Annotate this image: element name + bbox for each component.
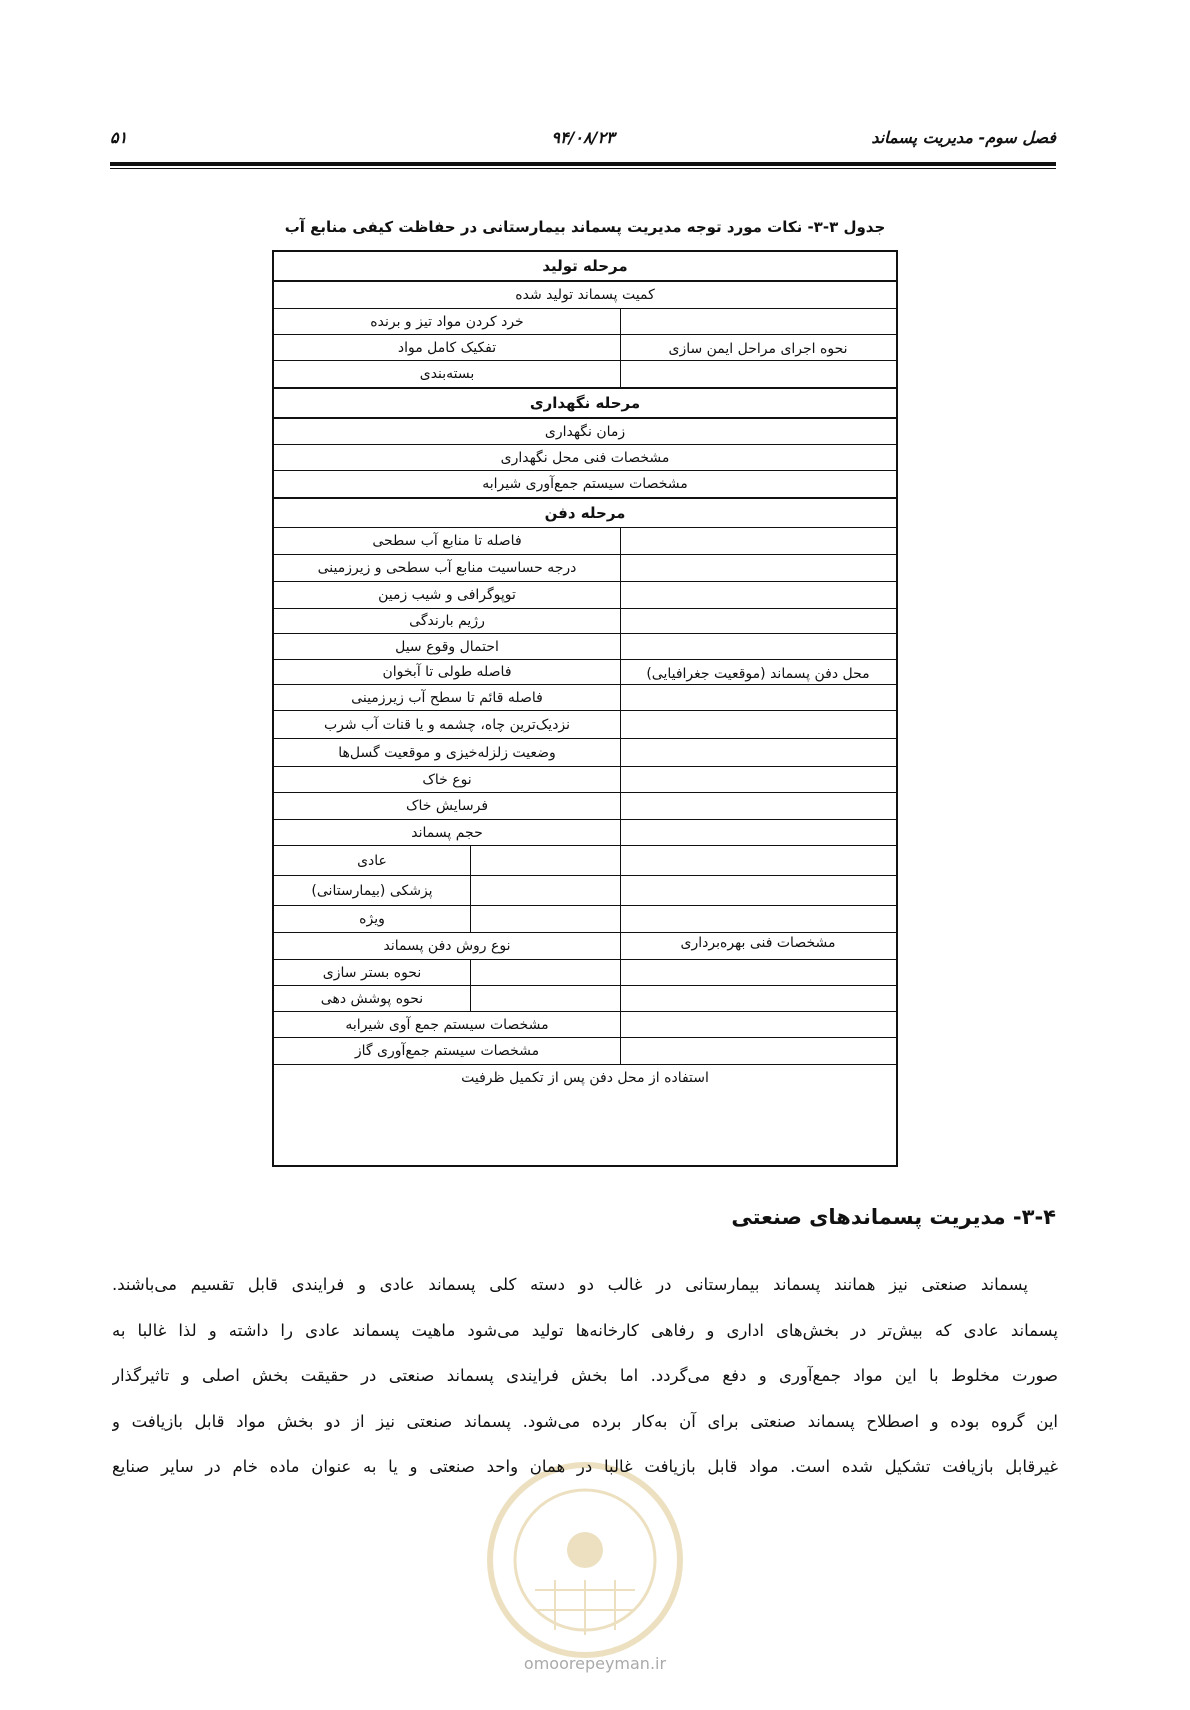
column-divider (620, 309, 621, 389)
header-rule-thick (110, 162, 1056, 166)
paragraph-line: این گروه بوده و اصطلاح پسماند صنعتی برای آن به‌کار برده می‌شود. پسماند صنعتی نیز از دو بخش مواد قابل بازیافت و (112, 1411, 1058, 1431)
bed-item-cell: نحوه بستر سازی (322, 964, 422, 981)
operation-group-label: مشخصات فنی بهره‌برداری (680, 934, 836, 951)
storage-item-cell: مشخصات فنی محل نگهداری (500, 449, 670, 466)
location-group-label: محل دفن پسماند (موقعیت جغرافیایی) (620, 528, 896, 820)
waste-volume-cell: حجم پسماند (411, 824, 483, 841)
safety-item-cell: خرد کردن مواد تیز و برنده (370, 313, 524, 330)
storage-stage-header: مرحله نگهداری (529, 394, 641, 412)
location-item-cell: رژیم بارندگی (409, 613, 485, 629)
header-rule-thin (110, 168, 1056, 169)
running-header (110, 128, 1056, 164)
section-heading: ۳-۴- مدیریت پسماندهای صنعتی (731, 1205, 1056, 1229)
safety-group-label: نحوه اجرای مراحل ایمن سازی (668, 341, 848, 357)
body-paragraph (112, 1262, 1058, 1490)
table-row (274, 499, 896, 528)
production-quantity-cell: کمیت پسماند تولید شده (515, 287, 655, 303)
location-item-cell: فرسایش خاک (405, 798, 489, 814)
chapter-title: فصل سوم- مدیریت پسماند (871, 128, 1056, 147)
table-row (274, 445, 896, 471)
table-row (274, 1065, 896, 1091)
location-item-cell: فاصله قائم تا سطح آب زیرزمینی (351, 689, 543, 706)
table-row (274, 471, 896, 499)
header-date: ۹۴/۰۸/۲۳ (551, 128, 615, 147)
column-divider (470, 846, 471, 933)
gas-system-cell: مشخصات سیستم جمع‌آوری گاز (354, 1043, 540, 1059)
safety-item-cell: تفکیک کامل مواد (397, 339, 497, 356)
waste-management-table (272, 250, 898, 1167)
waste-type-cell: پزشکی (بیمارستانی) (311, 882, 433, 899)
table-row (274, 419, 896, 445)
storage-item-cell: مشخصات سیستم جمع‌آوری شیرابه (482, 476, 688, 492)
location-item-cell: درجه حساسیت منابع آب سطحی و زیرزمینی (317, 560, 577, 576)
waste-type-cell: ویژه (359, 911, 385, 927)
table-row (274, 282, 896, 309)
location-item-cell: نوع خاک (422, 771, 472, 788)
paragraph-line: غیرقابل بازیافت تشکیل شده است. مواد قابل بازیافت غالبا در همان واحد صنعتی و یا به عنوان ماده خام در سایر صنایع (112, 1457, 1058, 1476)
location-item-cell: احتمال وقوع سیل (395, 638, 499, 655)
table-row (274, 389, 896, 419)
location-item-cell: توپوگرافی و شیب زمین (378, 587, 516, 603)
waste-type-cell: عادی (357, 852, 387, 869)
burial-method-cell: نوع روش دفن پسماند (383, 938, 511, 954)
page-number: ۵۱ (110, 128, 128, 147)
table-caption: جدول ۳-۳- نکات مورد توجه مدیریت پسماند بیمارستانی در حفاظت کیفی منابع آب (284, 218, 886, 236)
leachate-system-cell: مشخصات سیستم جمع آوی شیرابه (345, 1016, 549, 1033)
column-divider (620, 528, 621, 1065)
paragraph-line: صورت مخلوط با این مواد جمع‌آوری و دفع می‌گردد. اما بخش فرایندی پسماند صنعتی در حقیقت بخش اصلی و تاثیرگذار (112, 1366, 1058, 1385)
bed-item-cell: نحوه پوشش دهی (320, 990, 424, 1007)
safety-item-cell: بسته‌بندی (419, 366, 475, 382)
paragraph-line: پسماند صنعتی نیز همانند پسماند بیمارستانی در غالب دو دسته کلی پسماند عادی و فرایندی قابل تقسیم می‌باشند. (112, 1275, 1028, 1294)
storage-item-cell: زمان نگهداری (544, 423, 626, 440)
location-item-cell: وضعیت زلزله‌خیزی و موقعیت گسل‌ها (338, 744, 556, 761)
production-stage-header: مرحله تولید (542, 257, 628, 275)
location-item-cell: نزدیک‌ترین چاه، چشمه و یا قنات آب شرب (323, 716, 571, 733)
paragraph-line: پسماند عادی که بیش‌تر در بخش‌های اداری و رفاهی کارخانه‌ها تولید می‌شود ماهیت پسماند عادی را داشته و لذا غالبا به (112, 1320, 1058, 1340)
column-divider (470, 960, 471, 1012)
table-row (274, 252, 896, 282)
watermark-url: omoorepeyman.ir (523, 1654, 667, 1673)
burial-stage-header: مرحله دفن (544, 504, 626, 522)
post-use-cell: استفاده از محل دفن پس از تکمیل ظرفیت (461, 1070, 709, 1086)
location-item-cell: فاصله طولی تا آبخوان (382, 664, 512, 680)
location-item-cell: فاصله تا منابع آب سطحی (372, 533, 522, 549)
